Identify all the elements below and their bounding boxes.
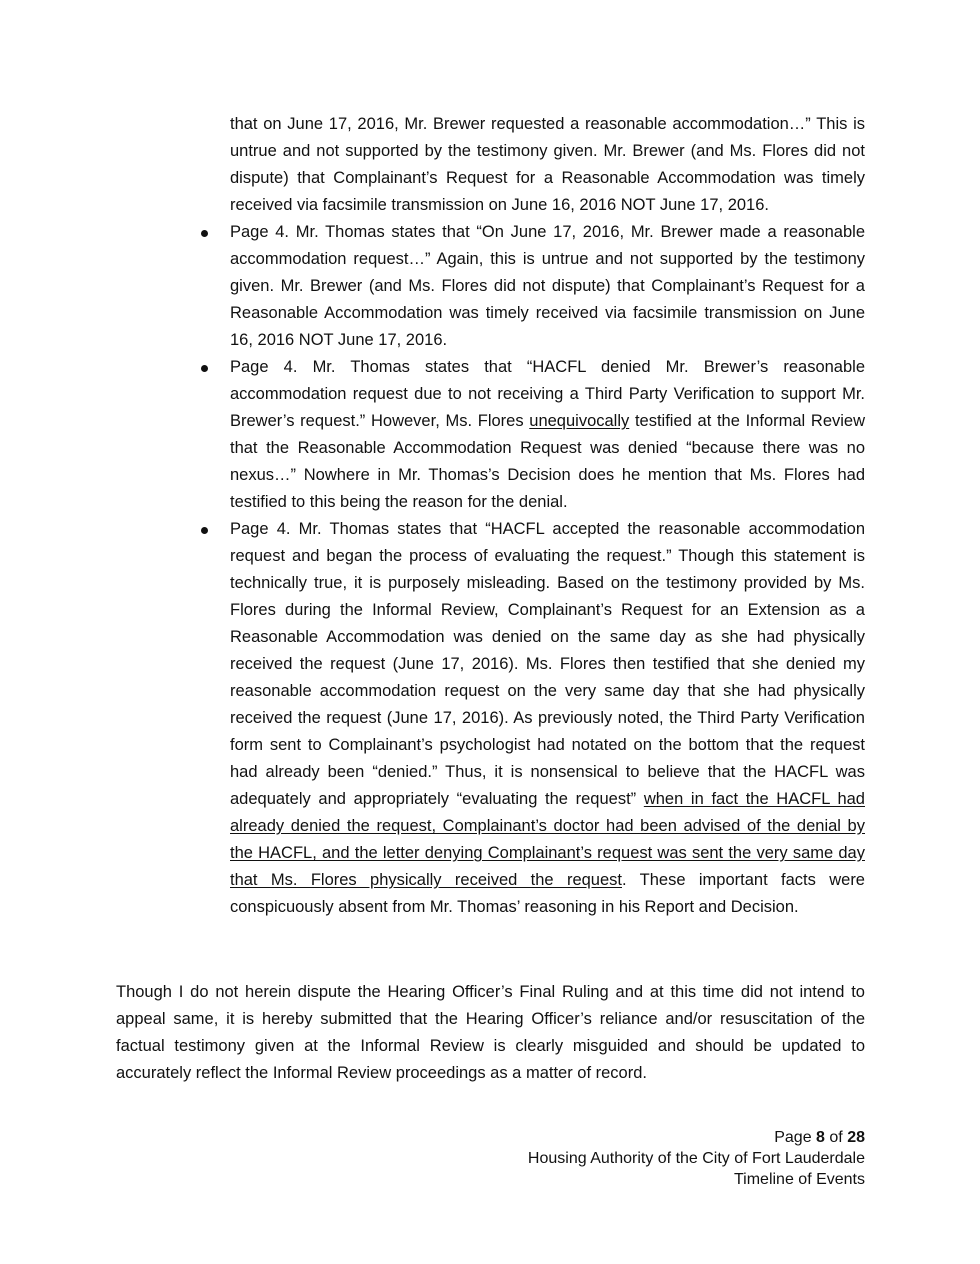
list-item: [230, 219, 865, 354]
bullet-list: [230, 219, 865, 921]
underlined-emphasis: unequivocally: [529, 412, 630, 430]
page-indicator: [528, 1127, 865, 1148]
bullet-text: Page 4. Mr. Thomas states that “On June 17, 2016, Mr. Brewer made a reasonable accommodation request…” Again, this is untrue and not supported by the testimony given. Mr. Brewer (and Ms. Flores did not dispute) that Complainant’s Request for a Reasonable Accommodation was timely received via facsimile transmission on June 16, 2016 NOT June 17, 2016.: [230, 223, 865, 349]
bullet-text-after: testified at the Informal Review that the Reasonable Accommodation Request was denied “because there was no nexus…” Nowhere in Mr. Thomas’s Decision does he mention that Ms. Flores had testified to this being the reason for the denial.: [230, 412, 865, 511]
footer-organization: Housing Authority of the City of Fort Lauderdale: [527, 1150, 865, 1167]
of-word: of: [829, 1129, 843, 1146]
page-number: 8: [816, 1129, 825, 1146]
footer-document-title: Timeline of Events: [733, 1171, 865, 1188]
bullet-text-before: Page 4. Mr. Thomas states that “HACFL denied Mr. Brewer’s reasonable accommodation request due to not receiving a Third Party Verification to support Mr. Brewer’s request.” However, Ms. Flores: [230, 358, 865, 430]
page-footer: [528, 1127, 865, 1190]
list-item: [230, 354, 865, 516]
page-word: Page: [774, 1129, 812, 1146]
bullet-icon: [201, 230, 208, 237]
continuation-text: that on June 17, 2016, Mr. Brewer requested a reasonable accommodation…” This is untrue and not supported by the testimony given. Mr. Brewer (and Ms. Flores did not dispute) that Complainant’s Request for a Reasonable Accommodation was timely received via facsimile transmission on June 16, 2016 NOT June 17, 2016.: [230, 115, 865, 214]
closing-text: Though I do not herein dispute the Hearing Officer’s Final Ruling and at this time did not intend to appeal same, it is hereby submitted that the Hearing Officer’s reliance and/or resuscitation of the factual testimony given at the Informal Review is clearly misguided and should be updated to accurately reflect the Informal Review proceedings as a matter of record.: [116, 983, 865, 1082]
continuation-paragraph: [230, 111, 865, 219]
bullet-text-before: Page 4. Mr. Thomas states that “HACFL accepted the reasonable accommodation request and began the process of evaluating the request.” Though this statement is technically true, it is purposely misleading. Based on the testimony provided by Ms. Flores during the Informal Review, Complainant’s Request for an Extension as a Reasonable Accommodation was denied on the same day as she had physically received the request (June 17, 2016). Ms. Flores then testified that she denied my reasonable accommodation request on the very same day that she had physically received the request (June 17, 2016). As previously noted, the Third Party Verification form sent to Complainant’s psychologist had notated on the bottom that the request had already been “denied.” Thus, it is nonsensical to believe that the HACFL was adequately and appropriately “evaluating the request”: [230, 520, 865, 808]
bullet-icon: [201, 365, 208, 372]
list-item: [230, 516, 865, 921]
page-total: 28: [847, 1129, 865, 1146]
bullet-text-after: . These important facts were conspicuously absent from Mr. Thomas’ reasoning in his Report and Decision.: [230, 871, 865, 916]
underlined-emphasis: when in fact the HACFL had already denied the request, Complainant’s doctor had been advised of the denial by the HACFL, and the letter denying Complainant’s request was sent the very same day that Ms. Flores physically received the request: [230, 790, 865, 889]
closing-paragraph: [116, 979, 865, 1087]
bullet-icon: [201, 527, 208, 534]
